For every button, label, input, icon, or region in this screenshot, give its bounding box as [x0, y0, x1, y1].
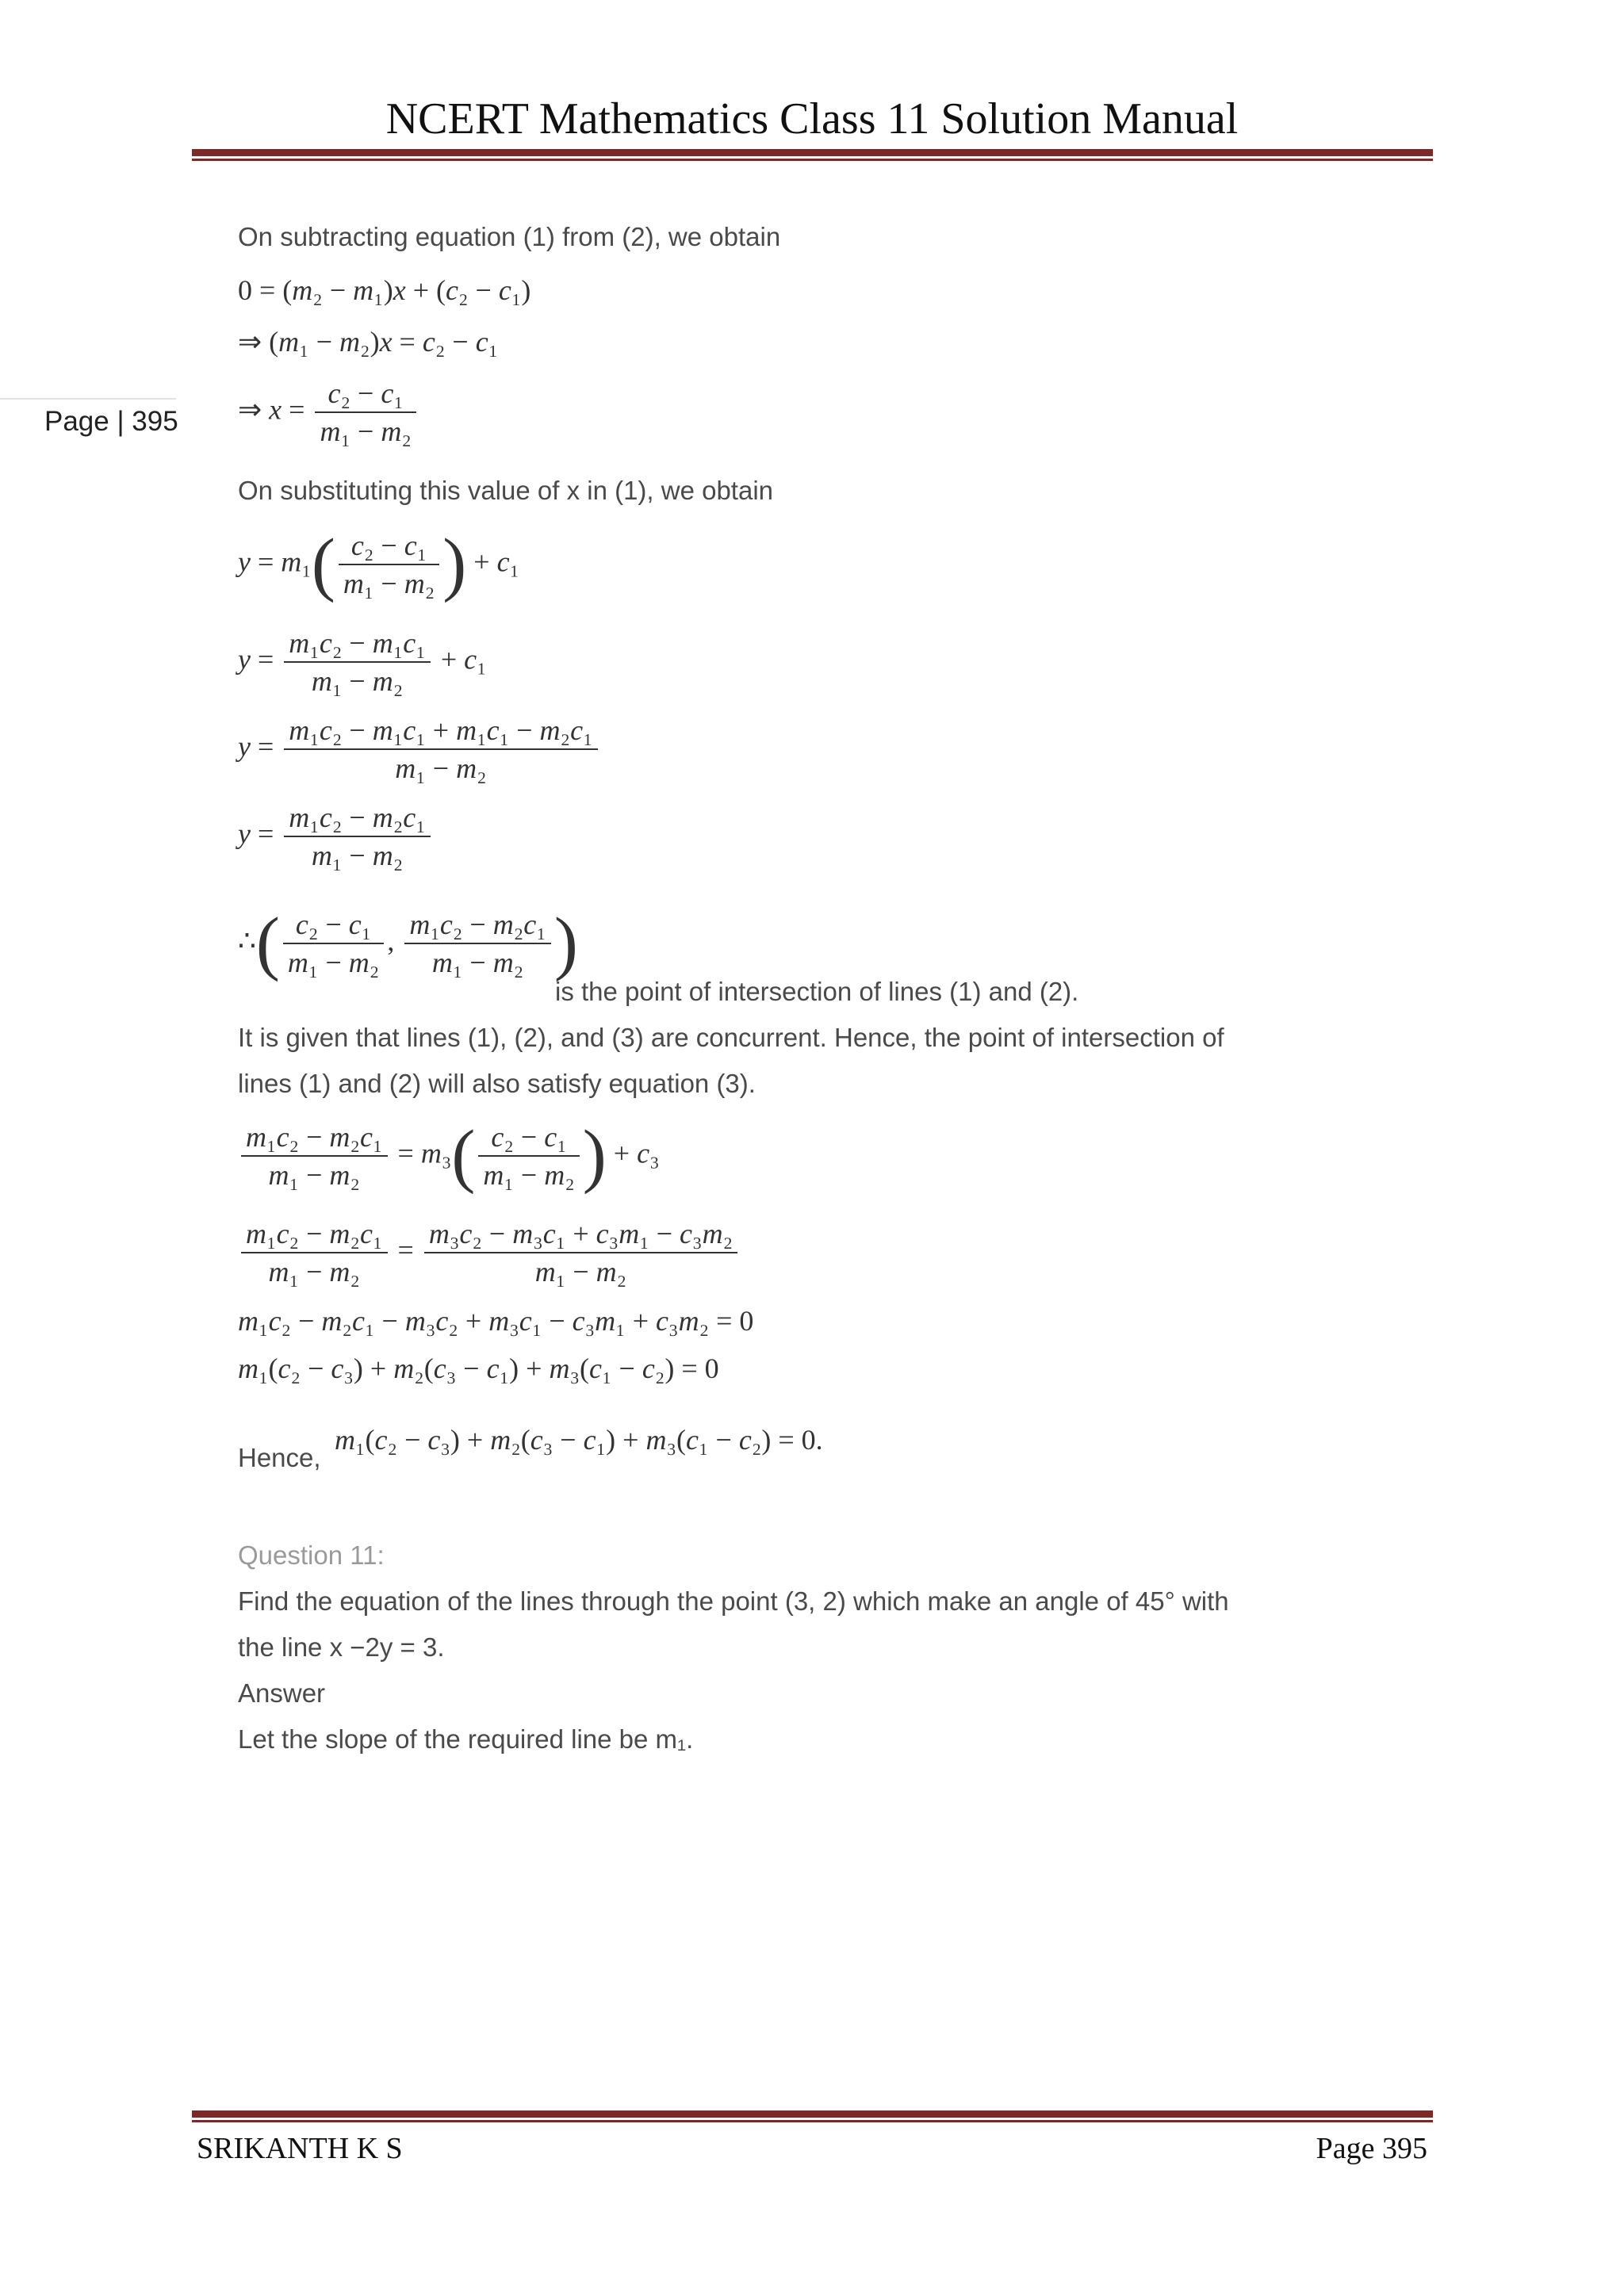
question-line-1: Find the equation of the lines through the point (3, 2) which make an angle of 45° with [238, 1586, 1229, 1616]
equation-2: ⇒ (m₁ − m₂)x = c₂ − c₁ [238, 326, 499, 358]
answer-label: Answer [238, 1678, 326, 1708]
hence-label: Hence, [238, 1443, 321, 1472]
footer-page-number: Page 395 [1316, 2132, 1427, 2165]
question-line-2: the line x −2y = 3. [238, 1632, 445, 1662]
equation-y3: y = $\frac{\text{m₁c₂ − m₁c₁ + m₁c₁ − m₂c₁}}{\text{m₁ − m₂}}$ [238, 714, 601, 785]
paragraph-intersection-tail: is the point of intersection of lines (1) and (2). [555, 977, 1079, 1006]
equation-c1: $\frac{\text{m₁c₂ − m₂c₁}}{\text{m₁ − m₂}}$ = m₃( $\frac{\text{c₂ − c₁}}{\text{m₁ − m₂}}$ ) + c₃ [238, 1120, 660, 1192]
equation-y2: y = $\frac{\text{m₁c₂ − m₁c₁}}{\text{m₁ − m₂}}$ + c₁ [238, 627, 487, 697]
answer-line: Let the slope of the required line be m₁. [238, 1724, 694, 1754]
equation-3: ⇒ x = $\frac{\text{c₂ − c₁}}{\text{m₁ − m₂}}$ [238, 377, 419, 448]
page-header-title: NCERT Mathematics Class 11 Solution Manual [385, 94, 1239, 144]
margin-page-label: Page | 395 [44, 406, 178, 437]
footer-rule-thin [192, 2120, 1433, 2122]
footer-rule [192, 2110, 1433, 2118]
equation-1: 0 = (m₂ − m₁)x + (c₂ − c₁) [238, 274, 531, 306]
equation-point: ∴( $\frac{\text{c₂ − c₁}}{\text{m₁ − m₂}}$ , $\frac{\text{m₁c₂ − m₂c₁}}{\text{m₁ − m₂}}$ ) [238, 904, 578, 982]
paragraph-concurrent-2: lines (1) and (2) will also satisfy equation (3). [238, 1069, 756, 1098]
footer-author: SRIKANTH K S [197, 2132, 403, 2165]
equation-y4: y = $\frac{\text{m₁c₂ − m₂c₁}}{\text{m₁ − m₂}}$ [238, 801, 434, 872]
paragraph-concurrent-1: It is given that lines (1), (2), and (3) are concurrent. Hence, the point of intersection of [238, 1023, 1224, 1052]
question-title: Question 11: [238, 1540, 385, 1570]
equation-c2: $\frac{\text{m₁c₂ − m₂c₁}}{\text{m₁ − m₂}}$ = $\frac{\text{m₃c₂ − m₃c₁ + c₃m₁ − c₃m₂}}{\text{m₁ − m₂}}$ [238, 1217, 741, 1288]
equation-y1: y = m₁( $\frac{\text{c₂ − c₁}}{\text{m₁ − m₂}}$ ) + c₁ [238, 525, 520, 603]
equation-c4: m₁(c₂ − c₃) + m₂(c₃ − c₁) + m₃(c₁ − c₂) = 0 [238, 1353, 719, 1384]
header-rule [192, 149, 1433, 156]
header-rule-thin [192, 159, 1433, 161]
paragraph-substituting: On substituting this value of x in (1), we obtain [238, 476, 774, 505]
margin-divider [0, 398, 176, 400]
equation-c3: m₁c₂ − m₂c₁ − m₃c₂ + m₃c₁ − c₃m₁ + c₃m₂ = 0 [238, 1305, 754, 1337]
equation-final: m₁(c₂ − c₃) + m₂(c₃ − c₁) + m₃(c₁ − c₂) = 0. [335, 1424, 823, 1456]
paragraph-subtracting: On subtracting equation (1) from (2), we obtain [238, 222, 781, 251]
